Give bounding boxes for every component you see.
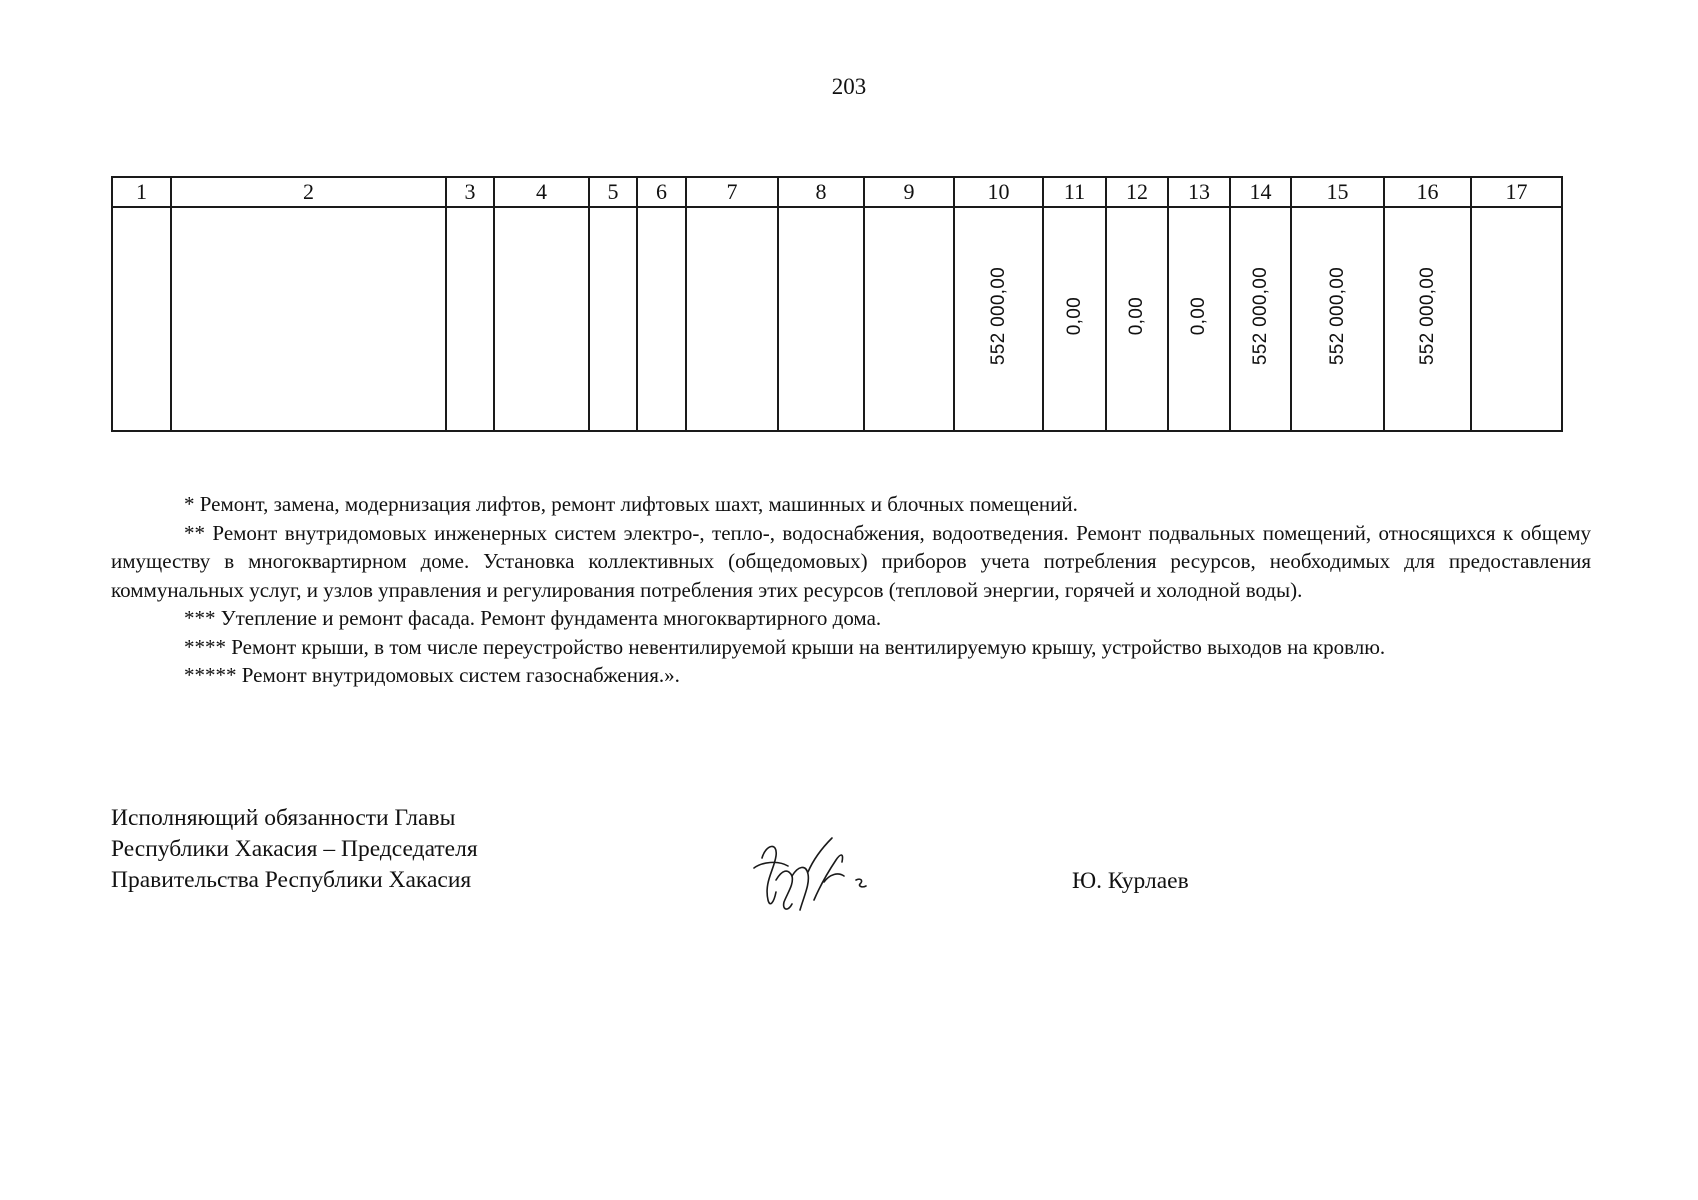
page-number: 203 xyxy=(831,74,867,99)
cell-value: 0,00 xyxy=(1063,297,1085,336)
cell-value: 0,00 xyxy=(1126,297,1147,336)
table-cell xyxy=(1168,207,1230,431)
signatory-position-line: Исполняющий обязанности Главы xyxy=(111,805,456,831)
table-cell xyxy=(637,207,686,431)
budget-table xyxy=(111,176,1563,432)
footnote: *** Утепление и ремонт фасада. Ремонт фундамента многоквартирного дома. xyxy=(184,606,882,630)
column-header: 7 xyxy=(686,177,778,207)
table-cell xyxy=(1043,207,1106,431)
signatory-position xyxy=(111,803,478,896)
cell-value: 552 000,00 xyxy=(1416,267,1438,366)
cell-value: 0,00 xyxy=(1188,297,1209,336)
signatory-position-line: Правительства Республики Хакасия xyxy=(111,867,472,893)
table-cell xyxy=(778,207,864,431)
table-cell xyxy=(112,207,171,431)
table-cell xyxy=(1291,207,1384,431)
column-header: 11 xyxy=(1043,177,1106,207)
footnote: **** Ремонт крыши, в том числе переустройство невентилируемой крыши на вентилируемую крышу, устройство выходов на кровлю. xyxy=(184,634,1386,659)
table-row xyxy=(112,207,1562,431)
table-cell xyxy=(589,207,637,431)
column-header: 16 xyxy=(1384,177,1471,207)
column-header: 10 xyxy=(954,177,1043,207)
column-header: 9 xyxy=(864,177,954,207)
table-cell xyxy=(1106,207,1168,431)
column-header: 8 xyxy=(778,177,864,207)
table-cell xyxy=(494,207,589,431)
table-cell xyxy=(1230,207,1291,431)
signatory-position-line: Республики Хакасия – Председателя xyxy=(111,836,478,862)
column-header: 17 xyxy=(1471,177,1562,207)
column-header: 2 xyxy=(171,177,446,207)
table-cell xyxy=(686,207,778,431)
footnotes xyxy=(111,490,1591,690)
table-cell xyxy=(1384,207,1471,431)
column-header: 6 xyxy=(637,177,686,207)
footnote: ** Ремонт внутридомовых инженерных систем электро-, тепло-, водоснабжения, водоотведения. Ремонт подвальных помещений, относящихся к общему имуществу в многоквартирном доме. Установка коллективных (общедомовых) приборов учета потребления ресурсов, необходимых для предоставления коммунальных услуг, и узлов управления и регулирования потребления этих ресурсов (тепловой энергии, горячей и холодной воды). xyxy=(111,520,1591,602)
column-header: 3 xyxy=(446,177,494,207)
column-header: 1 xyxy=(112,177,171,207)
table-cell xyxy=(954,207,1043,431)
column-header: 5 xyxy=(589,177,637,207)
handwritten-signature xyxy=(748,822,888,918)
table-cell xyxy=(1471,207,1562,431)
table-cell xyxy=(446,207,494,431)
table-cell xyxy=(864,207,954,431)
footnote: ***** Ремонт внутридомовых систем газоснабжения.». xyxy=(184,663,680,687)
table-cell xyxy=(171,207,446,431)
signatory-name: Ю. Курлаев xyxy=(1072,868,1189,894)
column-header: 4 xyxy=(494,177,589,207)
column-header: 15 xyxy=(1291,177,1384,207)
column-header: 12 xyxy=(1106,177,1168,207)
column-header: 13 xyxy=(1168,177,1230,207)
table-header-row xyxy=(112,177,1562,207)
column-header: 14 xyxy=(1230,177,1291,207)
cell-value: 552 000,00 xyxy=(1326,267,1348,366)
cell-value: 552 000,00 xyxy=(987,267,1009,366)
footnote: * Ремонт, замена, модернизация лифтов, ремонт лифтовых шахт, машинных и блочных помещений. xyxy=(184,492,1078,516)
cell-value: 552 000,00 xyxy=(1249,267,1271,366)
